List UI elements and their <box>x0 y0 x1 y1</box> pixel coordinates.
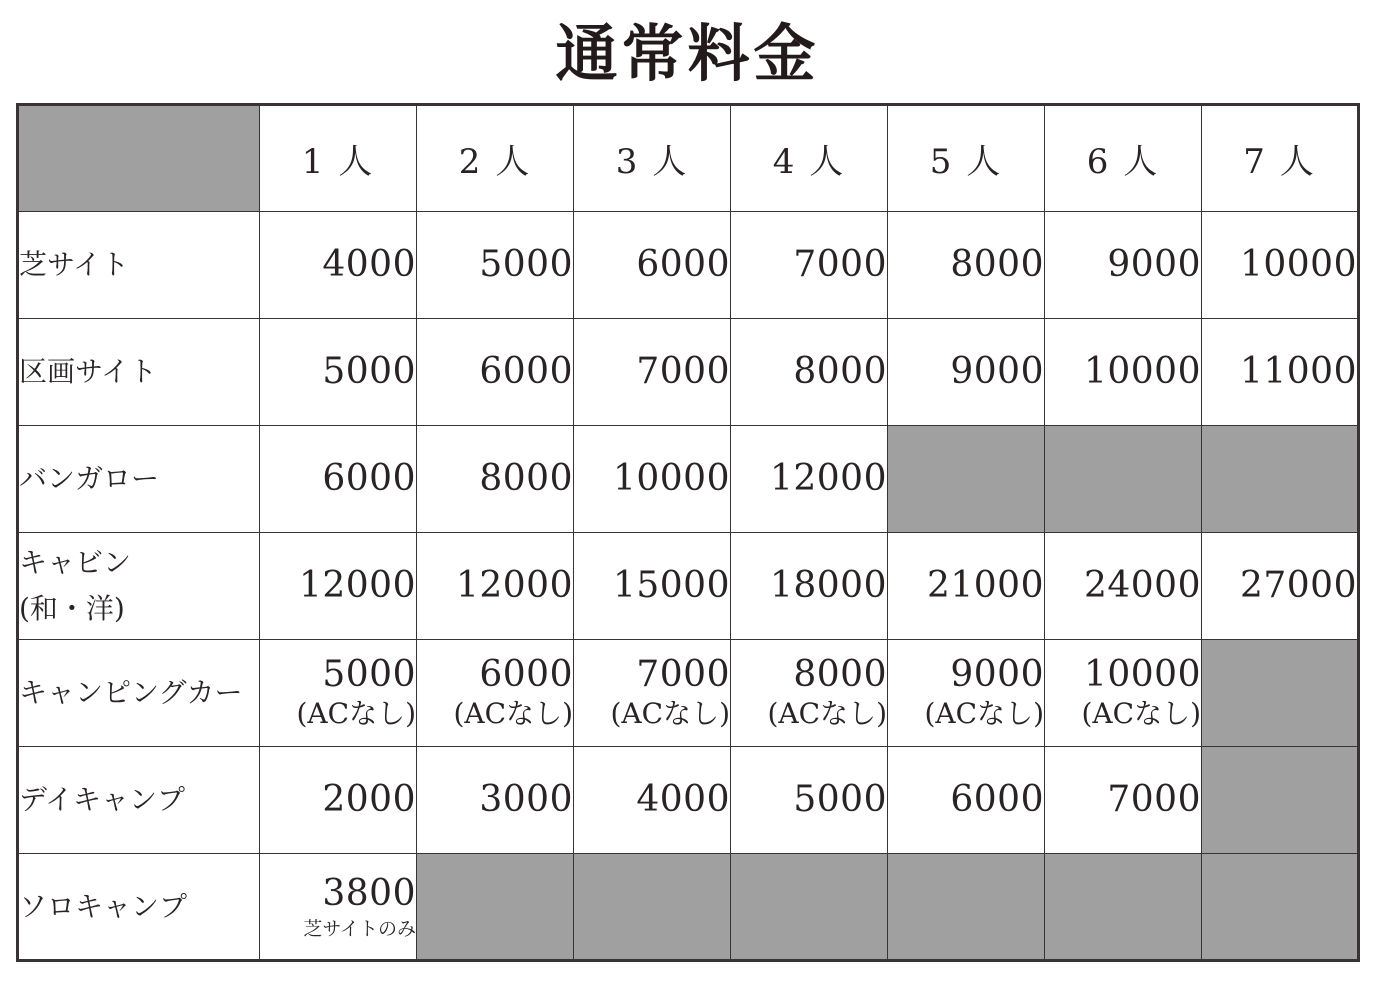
price-value: 7000 <box>1107 779 1201 820</box>
price-value: 5000 <box>793 779 887 820</box>
price-value: 5000 <box>479 244 573 285</box>
header-row <box>18 105 1359 212</box>
price-value: 12000 <box>769 458 887 499</box>
price-value: 10000 <box>1083 654 1201 695</box>
price-note: (ACなし) <box>296 697 416 730</box>
price-cell <box>574 747 731 854</box>
price-cell <box>1045 640 1202 747</box>
row-label <box>18 319 260 426</box>
price-cell <box>417 212 574 319</box>
price-value: 21000 <box>926 565 1044 606</box>
price-cell <box>731 319 888 426</box>
unavailable-cell <box>1202 426 1359 533</box>
column-header-7: 7 人 <box>1202 105 1359 212</box>
table-row <box>18 854 1359 961</box>
price-cell <box>1202 533 1359 640</box>
column-header-5: 5 人 <box>888 105 1045 212</box>
price-value: 4000 <box>322 244 416 285</box>
price-note: (ACなし) <box>453 697 573 730</box>
price-cell <box>417 640 574 747</box>
price-table <box>16 103 1360 962</box>
price-cell <box>417 533 574 640</box>
price-cell <box>260 640 417 747</box>
price-value: 12000 <box>298 565 416 606</box>
price-value: 24000 <box>1083 565 1201 606</box>
column-header-3: 3 人 <box>574 105 731 212</box>
price-value: 6000 <box>479 654 573 695</box>
row-label-text: デイキャンプ <box>19 783 186 816</box>
price-cell <box>731 533 888 640</box>
unavailable-cell <box>888 854 1045 961</box>
price-cell <box>574 319 731 426</box>
unavailable-cell <box>888 426 1045 533</box>
price-value: 9000 <box>1107 244 1201 285</box>
price-value: 2000 <box>322 779 416 820</box>
unavailable-cell <box>1202 747 1359 854</box>
row-label-text: 区画サイト <box>19 355 158 388</box>
price-note: (ACなし) <box>767 697 887 730</box>
unavailable-cell <box>1045 426 1202 533</box>
price-value: 27000 <box>1239 565 1357 606</box>
table-row <box>18 319 1359 426</box>
row-label-text: キャンピングカー <box>19 676 243 709</box>
price-value: 6000 <box>950 779 1044 820</box>
row-label <box>18 426 260 533</box>
price-cell <box>417 426 574 533</box>
price-cell <box>260 212 417 319</box>
price-value: 11000 <box>1239 351 1357 392</box>
price-value: 8000 <box>950 244 1044 285</box>
row-label <box>18 854 260 961</box>
unavailable-cell <box>1045 854 1202 961</box>
table-row <box>18 640 1359 747</box>
price-value: 5000 <box>322 654 416 695</box>
price-cell <box>574 533 731 640</box>
price-note: (ACなし) <box>924 697 1044 730</box>
price-value: 6000 <box>479 351 573 392</box>
price-cell <box>731 747 888 854</box>
price-cell <box>731 426 888 533</box>
price-value: 5000 <box>322 351 416 392</box>
price-cell <box>888 319 1045 426</box>
price-cell <box>1202 212 1359 319</box>
row-label <box>18 533 260 640</box>
price-cell <box>1045 319 1202 426</box>
unavailable-cell <box>417 854 574 961</box>
price-cell <box>260 319 417 426</box>
price-value: 8000 <box>479 458 573 499</box>
price-cell <box>1045 212 1202 319</box>
price-cell <box>1045 747 1202 854</box>
column-header-4: 4 人 <box>731 105 888 212</box>
price-small-note: 芝サイトのみ <box>303 917 416 940</box>
price-cell <box>888 533 1045 640</box>
price-value: 6000 <box>636 244 730 285</box>
price-cell <box>1202 319 1359 426</box>
price-value: 8000 <box>793 351 887 392</box>
price-cell <box>260 426 417 533</box>
table-row <box>18 533 1359 640</box>
price-value: 10000 <box>1239 244 1357 285</box>
table-row <box>18 747 1359 854</box>
page-title: 通常料金 <box>555 17 820 90</box>
unavailable-cell <box>574 854 731 961</box>
price-cell <box>731 640 888 747</box>
price-cell <box>417 747 574 854</box>
price-note: (ACなし) <box>1081 697 1201 730</box>
row-label-subtext: (和・洋) <box>19 592 125 625</box>
price-cell <box>417 319 574 426</box>
column-header-6: 6 人 <box>1045 105 1202 212</box>
row-label-text: ソロキャンプ <box>19 889 188 923</box>
price-value: 12000 <box>455 565 573 606</box>
row-label-text: キャビン <box>19 546 132 579</box>
price-value: 10000 <box>1083 351 1201 392</box>
price-cell <box>731 212 888 319</box>
price-value: 8000 <box>793 654 887 695</box>
price-value: 4000 <box>636 779 730 820</box>
price-note: (ACなし) <box>610 697 730 730</box>
price-value: 3800 <box>322 872 416 914</box>
price-value: 7000 <box>793 244 887 285</box>
unavailable-cell <box>1202 854 1359 961</box>
price-value: 7000 <box>636 654 730 695</box>
corner-cell <box>18 105 260 212</box>
column-header-2: 2 人 <box>417 105 574 212</box>
price-cell <box>260 854 417 961</box>
price-value: 15000 <box>612 565 730 606</box>
column-header-1: 1 人 <box>260 105 417 212</box>
price-cell <box>1045 533 1202 640</box>
price-cell <box>574 426 731 533</box>
row-label <box>18 640 260 747</box>
table-row <box>18 212 1359 319</box>
price-cell <box>260 747 417 854</box>
row-label <box>18 747 260 854</box>
row-label <box>18 212 260 319</box>
price-cell <box>888 747 1045 854</box>
price-value: 9000 <box>950 351 1044 392</box>
price-value: 10000 <box>612 458 730 499</box>
price-cell <box>888 640 1045 747</box>
price-cell <box>574 212 731 319</box>
table-row <box>18 426 1359 533</box>
price-value: 18000 <box>769 565 887 606</box>
unavailable-cell <box>731 854 888 961</box>
price-cell <box>574 640 731 747</box>
price-cell <box>260 533 417 640</box>
row-label-text: 芝サイト <box>19 248 130 281</box>
price-value: 9000 <box>950 654 1044 695</box>
unavailable-cell <box>1202 640 1359 747</box>
price-value: 7000 <box>636 351 730 392</box>
row-label-text: バンガロー <box>19 462 160 495</box>
price-value: 3000 <box>479 779 573 820</box>
price-cell <box>888 212 1045 319</box>
price-value: 6000 <box>322 458 416 499</box>
